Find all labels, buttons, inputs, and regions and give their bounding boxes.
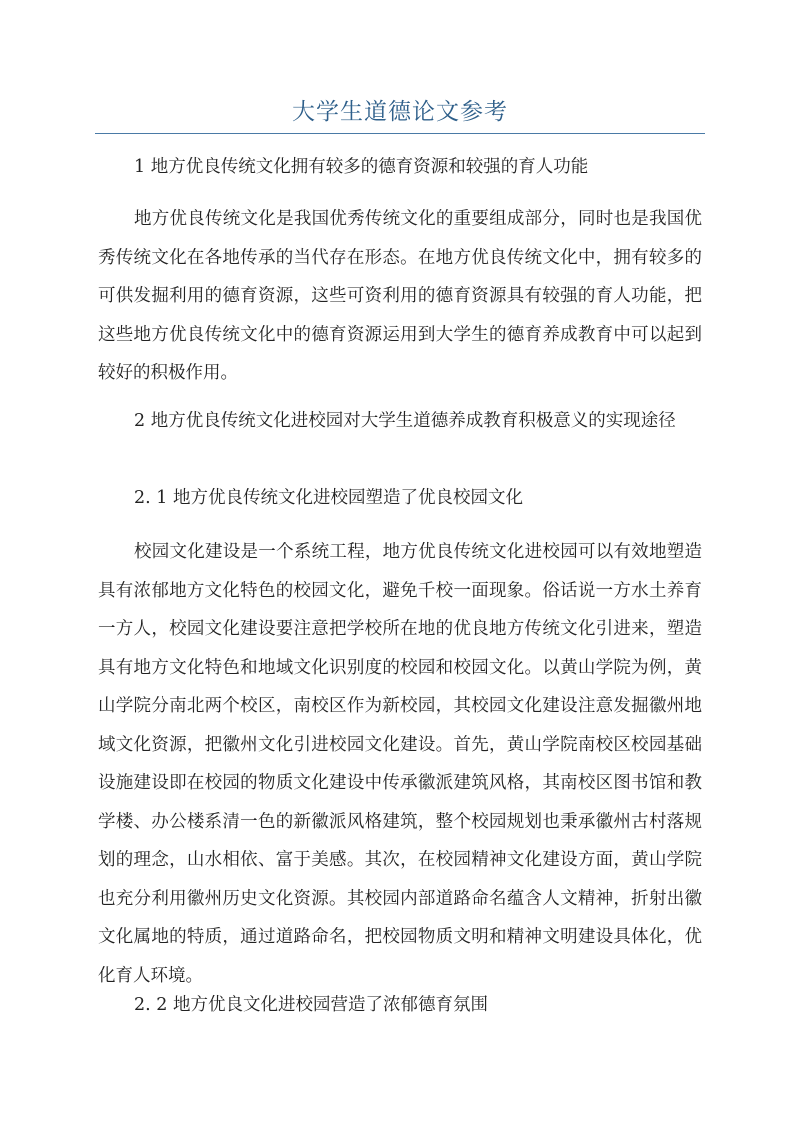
paragraph-2-1: 校园文化建设是一个系统工程，地方优良传统文化进校园可以有效地塑造具有浓郁地方文化特色的校园文化，避免千校一面现象。俗话说一方水土养育一方人，校园文化建设要注意把学校所在地的优良地方传统文化引进来，塑造具有地方文化特色和地域文化识别度的校园和校园文化。以黄山学院为例，黄山学院分南北两个校区，南校区作为新校园，其校园文化建设注意发掘徽州地域文化资源，把徽州文化引进校园文化建设。首先，黄山学院南校区校园基础设施建设即在校园的物质文化建设中传承徽派建筑风格，其南校区图书馆和教学楼、办公楼系清一色的新徽派风格建筑，整个校园规划也秉承徽州古村落规划的理念，山水相依、富于美感。其次，在校园精神文化建设方面，黄山学院也充分利用徽州历史文化资源。其校园内部道路命名蕴含人文精神，折射出徽文化属地的特质，通过道路命名，把校园物质文明和精神文明建设具体化，优化育人环境。: [98, 542, 702, 986]
section-heading-2: 2 地方优良传统文化进校园对大学生道德养成教育积极意义的实现途径: [134, 411, 676, 431]
section-heading-1: 1 地方优良传统文化拥有较多的德育资源和较强的育人功能: [134, 157, 589, 177]
section-heading-2-2: 2. 2 地方优良文化进校园营造了浓郁德育氛围: [134, 995, 488, 1015]
document-title: 大学生道德论文参考: [292, 99, 508, 125]
title-underline: [95, 133, 705, 134]
paragraph-1: 地方优良传统文化是我国优秀传统文化的重要组成部分，同时也是我国优秀传统文化在各地传承的当代存在形态。在地方优良传统文化中，拥有较多的可供发掘利用的德育资源，这些可资利用的德育资源具有较强的育人功能，把这些地方优良传统文化中的德育资源运用到大学生的德育养成教育中可以起到较好的积极作用。: [98, 209, 702, 383]
section-heading-2-1: 2. 1 地方优良传统文化进校园塑造了优良校园文化: [134, 488, 523, 508]
